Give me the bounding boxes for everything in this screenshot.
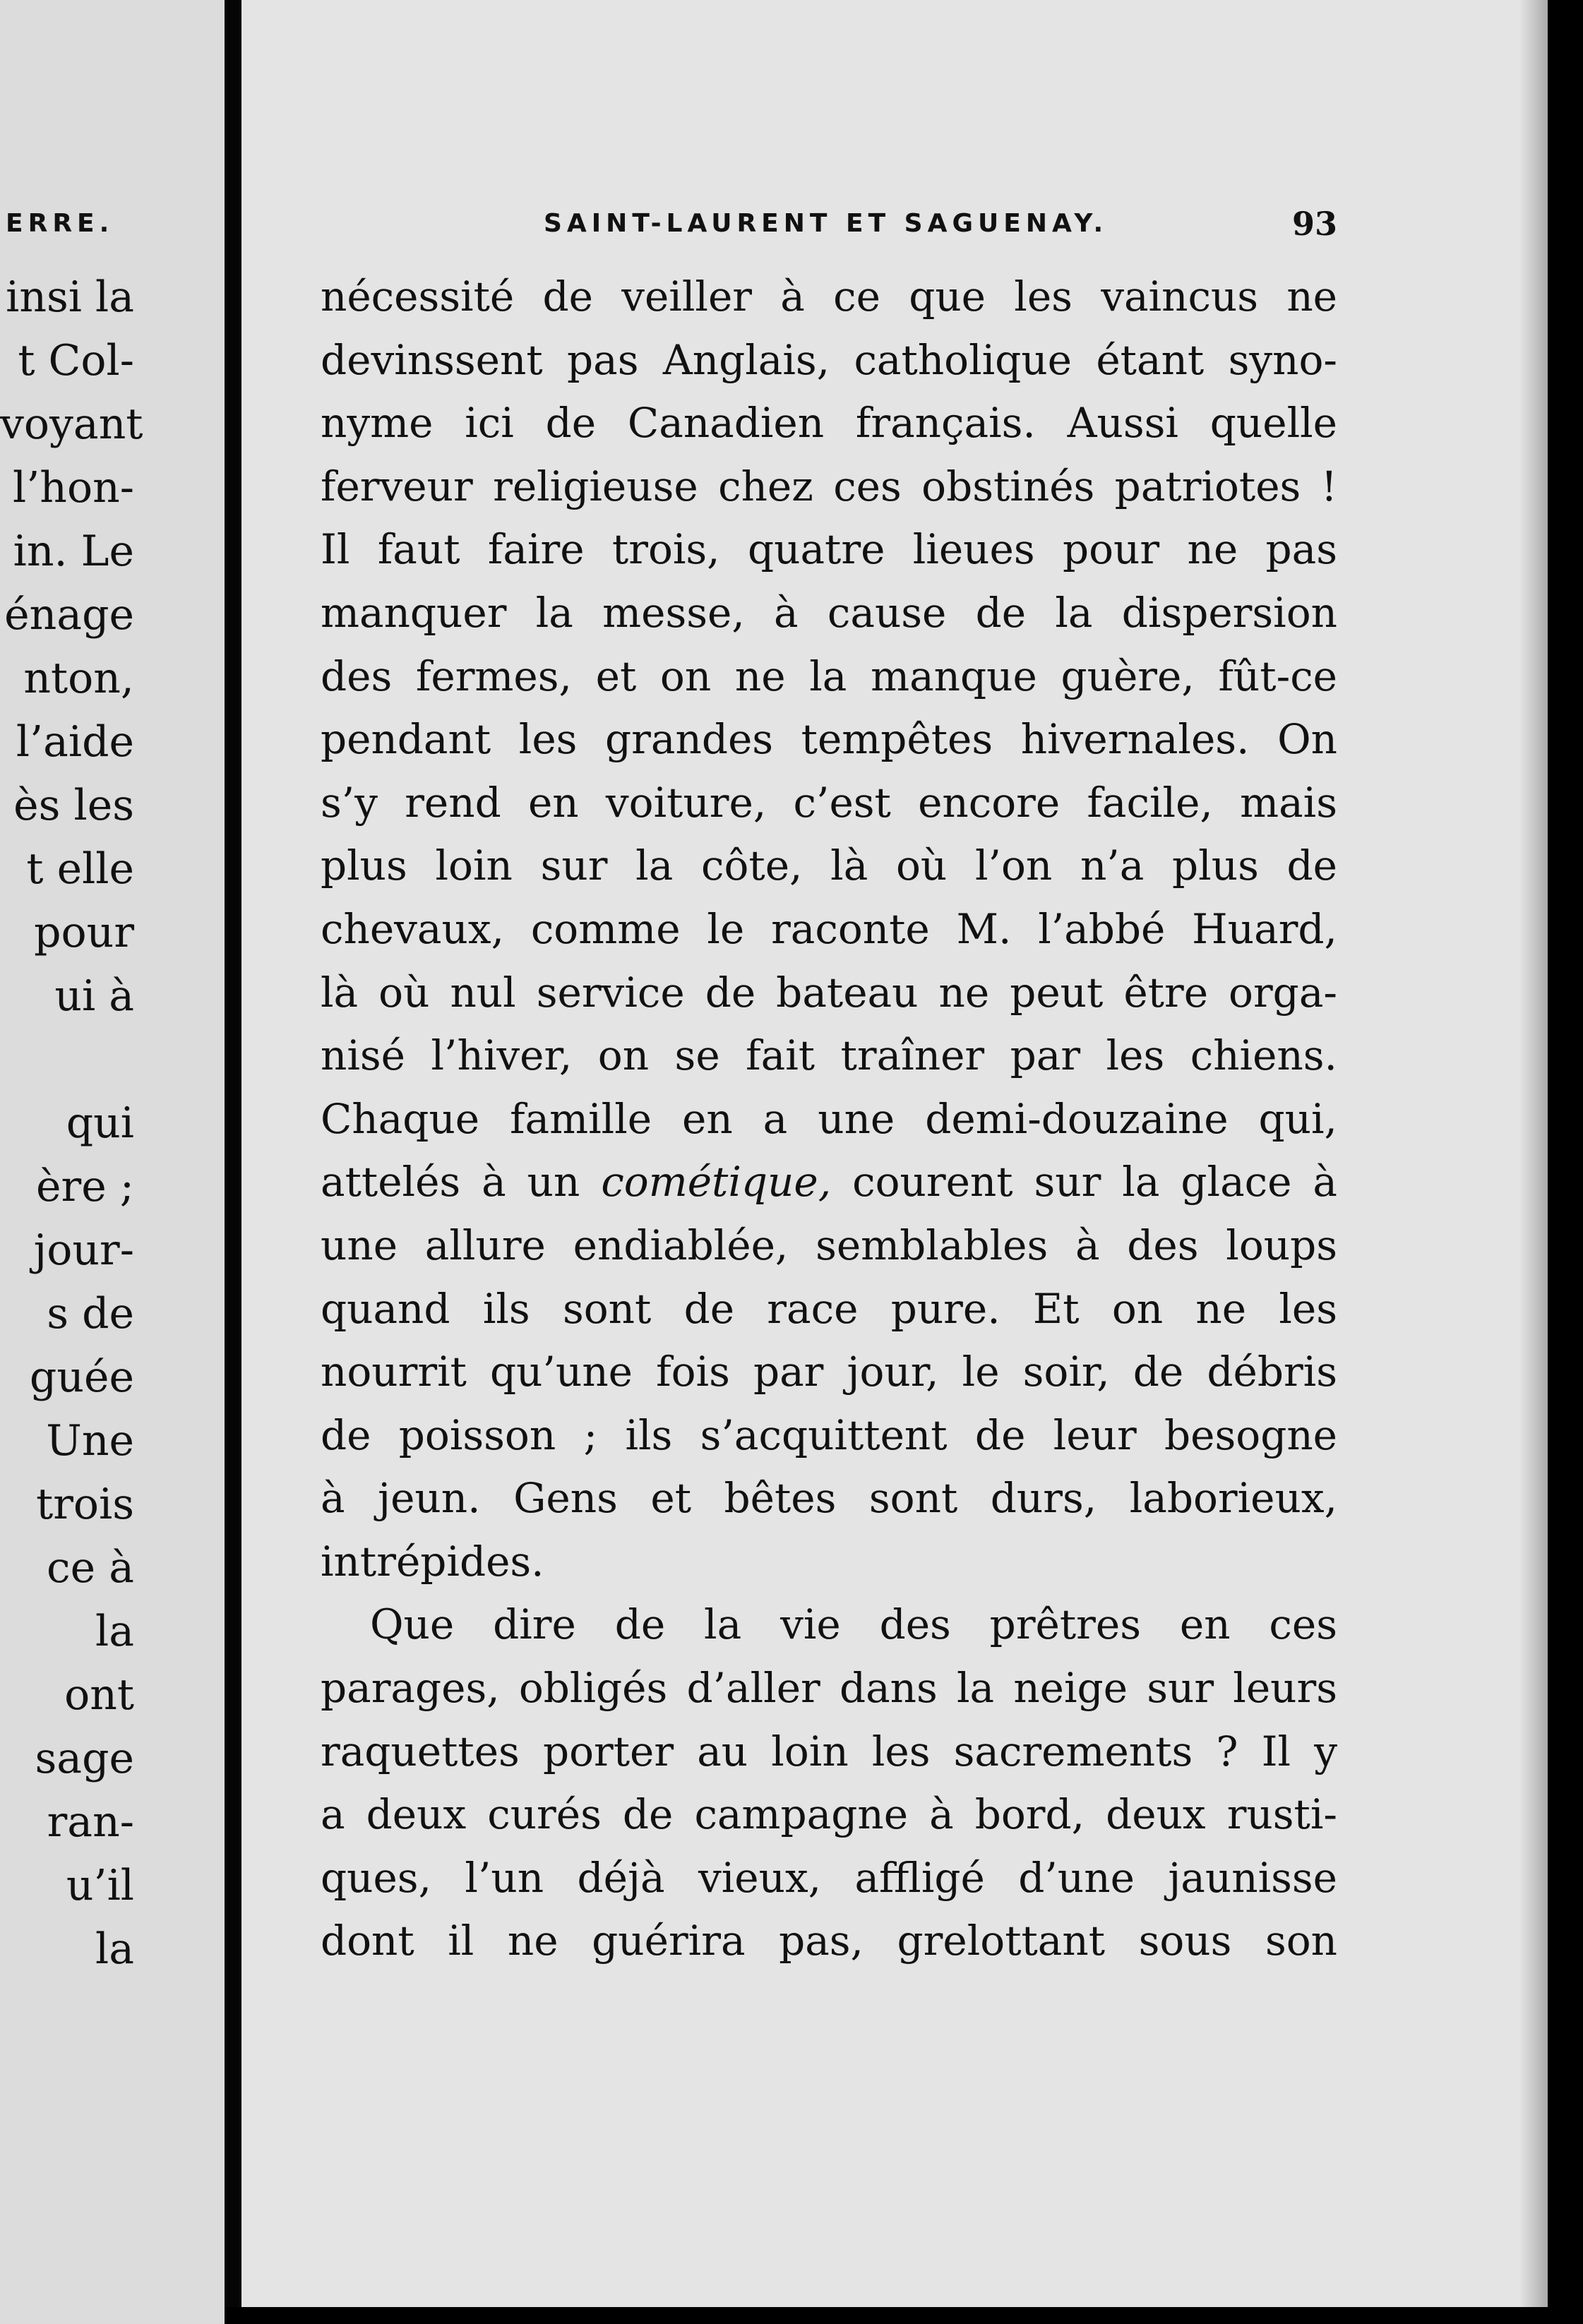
left-line: in. Le [13, 527, 134, 576]
text-line-paragraph-start: Que dire de la vie des prêtres en ces [370, 1600, 1337, 1649]
text-line: parages, obligés d’aller dans la neige sur leurs [321, 1664, 1337, 1713]
text-line: nyme ici de Canadien français. Aussi quelle [321, 399, 1337, 448]
text-fragment: attelés à un [321, 1158, 580, 1206]
left-line: sage [35, 1734, 134, 1783]
text-line: nisé l’hiver, on se fait traîner par les chiens. [321, 1031, 1337, 1080]
scan-right-border [1548, 0, 1583, 2324]
left-line: u’il [66, 1861, 134, 1910]
text-line: Il faut faire trois, quatre lieues pour ne pas [321, 525, 1337, 574]
left-line: énage [4, 590, 134, 640]
left-line: ère ; [36, 1162, 134, 1211]
left-line: insi la [6, 272, 134, 322]
right-page [241, 0, 1548, 2307]
left-line: ran- [47, 1797, 134, 1847]
left-line: la [95, 1924, 134, 1974]
left-line: ont [64, 1670, 134, 1720]
left-line: Une [46, 1416, 134, 1466]
text-line: dont il ne guérira pas, grelottant sous son [321, 1917, 1337, 1965]
text-line: a deux curés de campagne à bord, deux rusti- [321, 1790, 1337, 1839]
text-line-with-italic [321, 1151, 1337, 1214]
left-line: jour- [33, 1226, 134, 1275]
left-line: l’hon- [13, 463, 134, 513]
text-line: quand ils sont de race pure. Et on ne les [321, 1284, 1337, 1333]
left-line: ès les [13, 781, 134, 830]
italic-term: cométique, [601, 1158, 832, 1206]
left-line: voyant [0, 400, 143, 449]
left-line: qui [66, 1098, 134, 1148]
book-gutter [225, 0, 241, 2324]
text-line: une allure endiablée, semblables à des loups [321, 1221, 1337, 1269]
page-edge-shadow [1519, 0, 1548, 2307]
scan-bottom-border [225, 2307, 1583, 2324]
text-line-paragraph-end: intrépides. [321, 1537, 544, 1586]
text-line: pendant les grandes tempêtes hivernales. On [321, 715, 1337, 764]
text-line: devinssent pas Anglais, catholique étant syno- [321, 335, 1337, 384]
left-page-fragment [0, 0, 225, 2324]
left-line: s de [47, 1289, 134, 1338]
left-line: t elle [26, 844, 134, 894]
text-line: manquer la messe, à cause de la dispersion [321, 588, 1337, 637]
text-line: des fermes, et on ne la manque guère, fût-ce [321, 652, 1337, 700]
text-line: nourrit qu’une fois par jour, le soir, de débris [321, 1348, 1337, 1396]
text-line: ques, l’un déjà vieux, affligé d’une jaunisse [321, 1853, 1337, 1902]
text-line: plus loin sur la côte, là où l’on n’a plus de [321, 841, 1337, 890]
body-text [321, 265, 1337, 1973]
left-line: pour [34, 908, 134, 957]
text-line: de poisson ; ils s’acquittent de leur besogne [321, 1410, 1337, 1459]
left-line: ui à [54, 971, 134, 1021]
text-line: raquettes porter au loin les sacrements ? Il y [321, 1727, 1337, 1775]
left-text-column [0, 265, 143, 1981]
left-line: guée [29, 1353, 134, 1402]
text-fragment: courent sur la glace à [852, 1158, 1337, 1206]
left-line: la [95, 1607, 134, 1656]
text-line: là où nul service de bateau ne peut être orga- [321, 968, 1337, 1017]
text-line: s’y rend en voiture, c’est encore facile, mais [321, 778, 1337, 827]
left-line: l’aide [16, 717, 134, 767]
page-number: 93 [1292, 205, 1338, 243]
left-line: ce à [47, 1543, 134, 1593]
left-line [0, 1028, 134, 1091]
left-running-head: ERRE. [6, 209, 114, 238]
text-line: à jeun. Gens et bêtes sont durs, laborieux, [321, 1474, 1337, 1523]
left-line: nton, [23, 654, 134, 703]
text-line: ferveur religieuse chez ces obstinés patriotes ! [321, 462, 1337, 510]
text-line: chevaux, comme le raconte M. l’abbé Huard, [321, 904, 1337, 953]
left-line: trois [36, 1480, 134, 1529]
running-head: SAINT-LAURENT ET SAGUENAY. [544, 209, 1109, 238]
text-line: Chaque famille en a une demi-douzaine qui, [321, 1094, 1337, 1143]
left-line: t Col- [18, 336, 134, 385]
text-line: nécessité de veiller à ce que les vaincus ne [321, 272, 1337, 321]
